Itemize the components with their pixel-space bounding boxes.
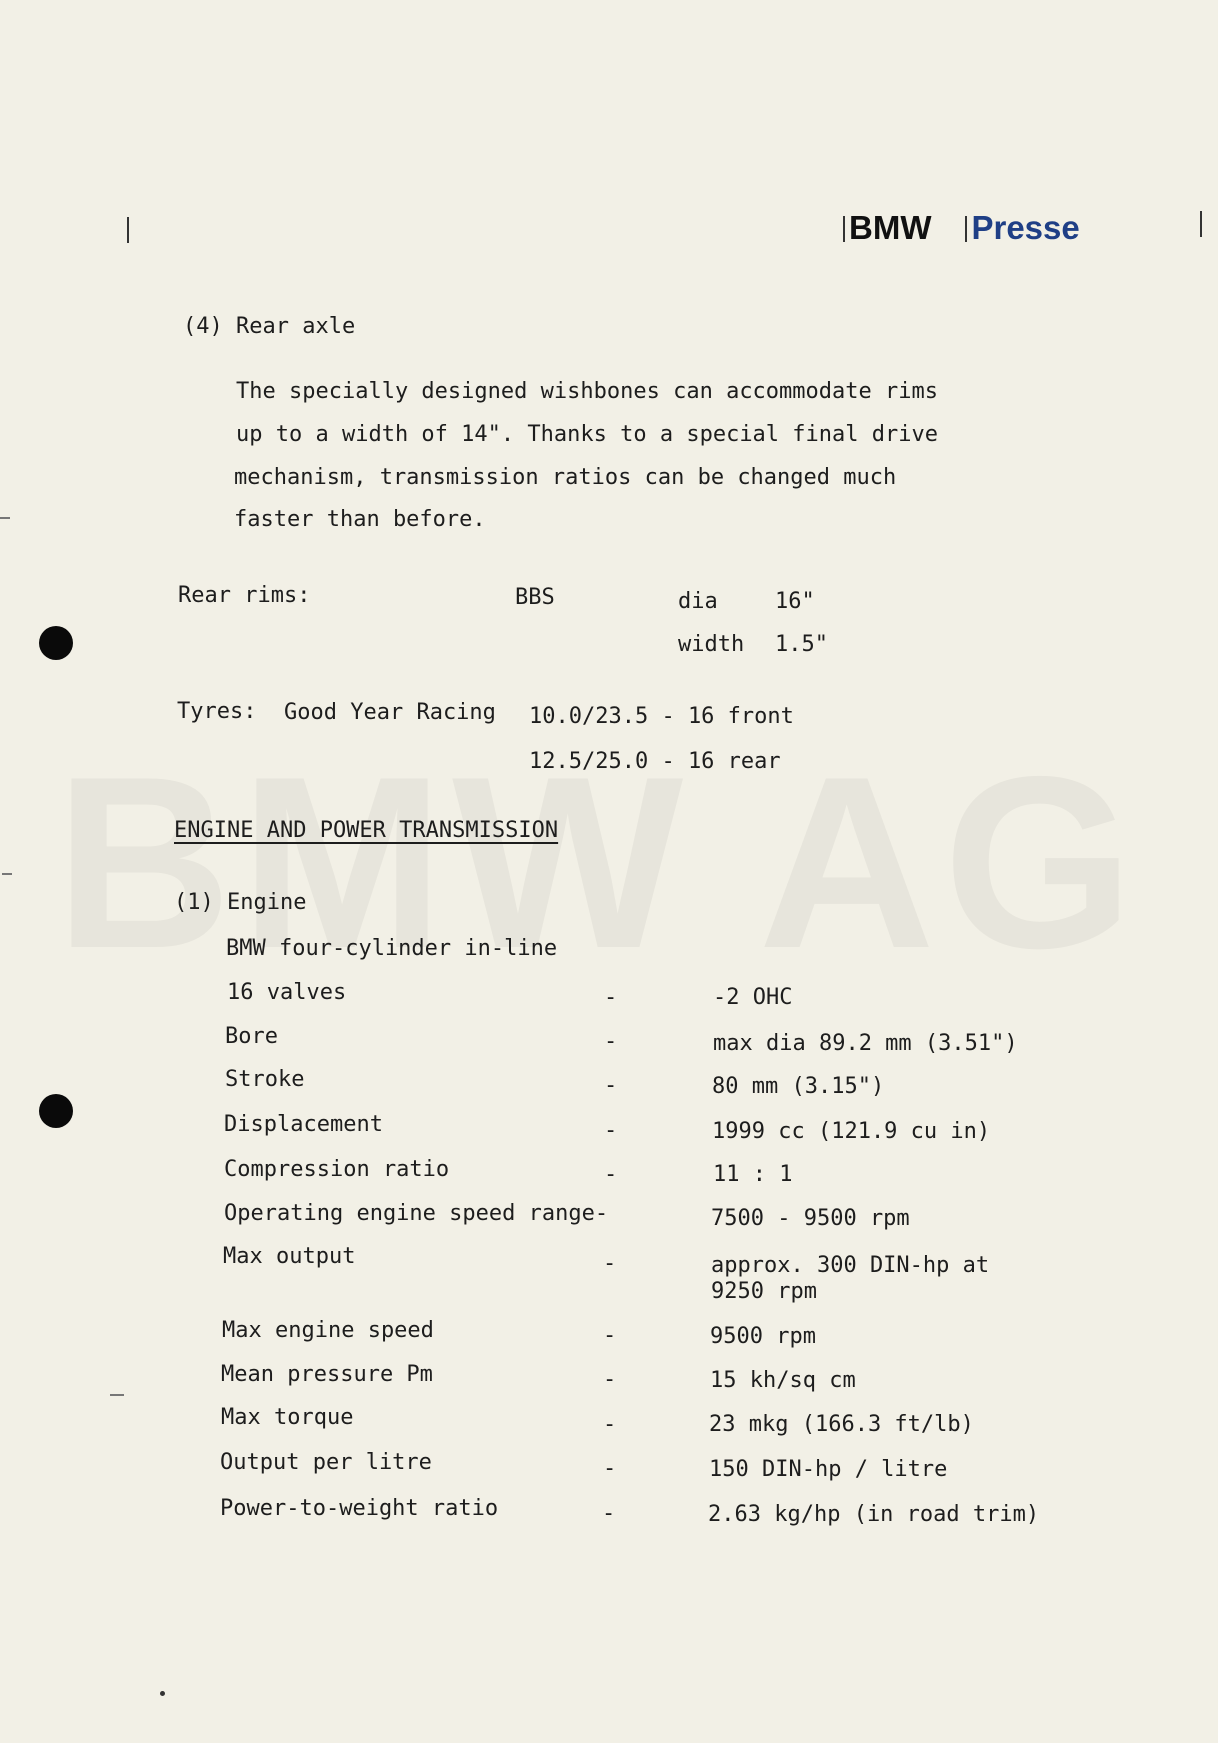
paragraph-line: mechanism, transmission ratios can be changed much bbox=[234, 465, 897, 490]
spec-dash: - bbox=[604, 1073, 618, 1098]
punch-hole-bottom bbox=[39, 1094, 73, 1128]
spec-dash: - bbox=[604, 985, 618, 1010]
paragraph-line: faster than before. bbox=[234, 507, 486, 532]
tyres-label: Tyres: bbox=[177, 699, 257, 724]
spec-dash: - bbox=[604, 1162, 618, 1187]
spec-value: approx. 300 DIN-hp at bbox=[711, 1253, 990, 1278]
spec-label: Mean pressure Pm bbox=[221, 1362, 433, 1387]
section-heading-rear-axle: (4) Rear axle bbox=[183, 314, 356, 339]
spec-value: 80 mm (3.15") bbox=[712, 1074, 885, 1099]
spec-label: Compression ratio bbox=[224, 1157, 450, 1182]
spec-dash: - bbox=[604, 1118, 618, 1143]
logo-section: Presse bbox=[965, 209, 1079, 246]
spec-dash: - bbox=[603, 1251, 617, 1276]
rims-key: width bbox=[678, 632, 745, 657]
rims-label: Rear rims: bbox=[178, 583, 311, 608]
spec-label: Max torque bbox=[221, 1405, 354, 1430]
spec-dash: - bbox=[603, 1456, 617, 1481]
spec-label: Operating engine speed range- bbox=[224, 1201, 609, 1226]
margin-mark bbox=[2, 873, 12, 875]
spec-label: Max engine speed bbox=[222, 1318, 434, 1343]
spec-value-continued: 9250 rpm bbox=[711, 1279, 817, 1304]
spec-value: 2.63 kg/hp (in road trim) bbox=[708, 1502, 1040, 1527]
spec-value: 1999 cc (121.9 cu in) bbox=[712, 1119, 991, 1144]
rims-value: 1.5" bbox=[775, 632, 828, 657]
spec-value: max dia 89.2 mm (3.51") bbox=[713, 1031, 1018, 1056]
spec-value: -2 OHC bbox=[713, 985, 793, 1010]
spec-label: Output per litre bbox=[220, 1450, 432, 1475]
rims-value: 16" bbox=[775, 589, 815, 614]
logo-divider bbox=[965, 216, 967, 242]
spec-label: Max output bbox=[223, 1244, 356, 1269]
spec-dash: - bbox=[604, 1029, 618, 1054]
paper-speck bbox=[160, 1691, 165, 1696]
paragraph-line: up to a width of 14". Thanks to a special final drive bbox=[236, 422, 938, 447]
rims-brand: BBS bbox=[515, 585, 555, 610]
spec-value: 11 : 1 bbox=[713, 1162, 793, 1187]
tyres-spec: 12.5/25.0 - 16 rear bbox=[529, 749, 781, 774]
logo-divider bbox=[843, 216, 845, 242]
watermark bbox=[55, 740, 1142, 985]
tyres-brand: Good Year Racing bbox=[284, 700, 496, 725]
spec-dash: - bbox=[603, 1367, 617, 1392]
tyres-spec: 10.0/23.5 - 16 front bbox=[529, 704, 794, 729]
spec-label: Power-to-weight ratio bbox=[220, 1496, 499, 1521]
engine-type: BMW four-cylinder in-line bbox=[226, 936, 558, 961]
spec-value: 150 DIN-hp / litre bbox=[709, 1457, 948, 1482]
spec-value: 23 mkg (166.3 ft/lb) bbox=[709, 1412, 974, 1437]
margin-mark bbox=[0, 517, 10, 519]
section-title-engine: ENGINE AND POWER TRANSMISSION bbox=[174, 818, 559, 843]
spec-label: 16 valves bbox=[227, 980, 347, 1005]
spec-dash: - bbox=[603, 1323, 617, 1348]
spec-dash: - bbox=[602, 1501, 616, 1526]
rims-key: dia bbox=[678, 589, 718, 614]
logo-brand: BMW bbox=[849, 209, 932, 246]
registration-tick-left bbox=[127, 217, 129, 243]
bmw-presse-logo bbox=[843, 208, 1080, 248]
spec-value: 9500 rpm bbox=[710, 1324, 816, 1349]
punch-hole-top bbox=[39, 626, 73, 660]
subsection-heading-engine: (1) Engine bbox=[174, 890, 307, 915]
spec-label: Stroke bbox=[225, 1067, 305, 1092]
spec-value: 15 kh/sq cm bbox=[710, 1368, 856, 1393]
paragraph-line: The specially designed wishbones can accommodate rims bbox=[236, 379, 938, 404]
spec-label: Displacement bbox=[224, 1112, 383, 1137]
registration-tick-right bbox=[1200, 211, 1202, 237]
spec-label: Bore bbox=[225, 1024, 278, 1049]
spec-dash: - bbox=[603, 1412, 617, 1437]
spec-value: 7500 - 9500 rpm bbox=[711, 1206, 910, 1231]
margin-mark bbox=[110, 1394, 124, 1396]
